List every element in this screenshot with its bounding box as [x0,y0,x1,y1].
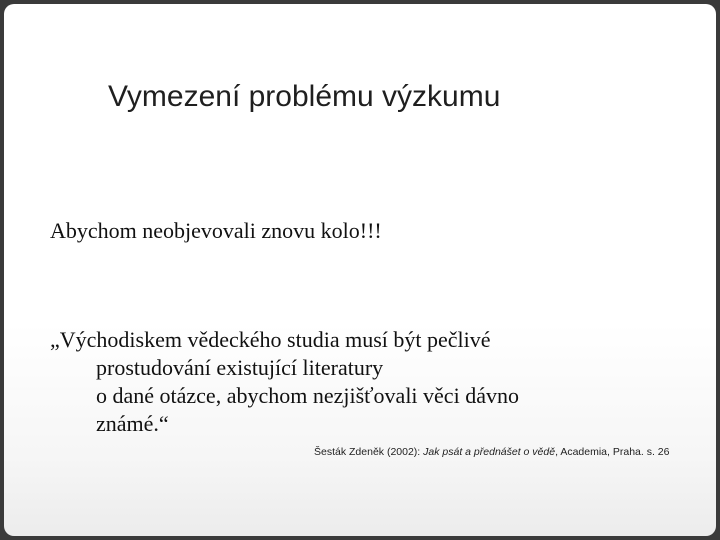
quote-line: prostudování existující literatury [96,355,384,380]
quote-line: známé.“ [96,411,169,436]
citation-author: Šesták Zdeněk (2002): [314,446,421,458]
slide [4,4,716,536]
slide-title: Vymezení problému výzkumu [108,80,501,113]
quote-line: o dané otázce, abychom nezjišťovali věci dávno [96,383,519,408]
citation [314,446,669,458]
citation-work: Jak psát a přednášet o vědě [423,446,556,458]
slide-subtitle: Abychom neobjevovali znovu kolo!!! [50,218,382,243]
citation-publisher: , Academia, Praha. s. 26 [555,446,670,458]
quote-line: „Východiskem vědeckého studia musí být pečlivé [50,327,491,352]
quote-block [50,326,690,438]
